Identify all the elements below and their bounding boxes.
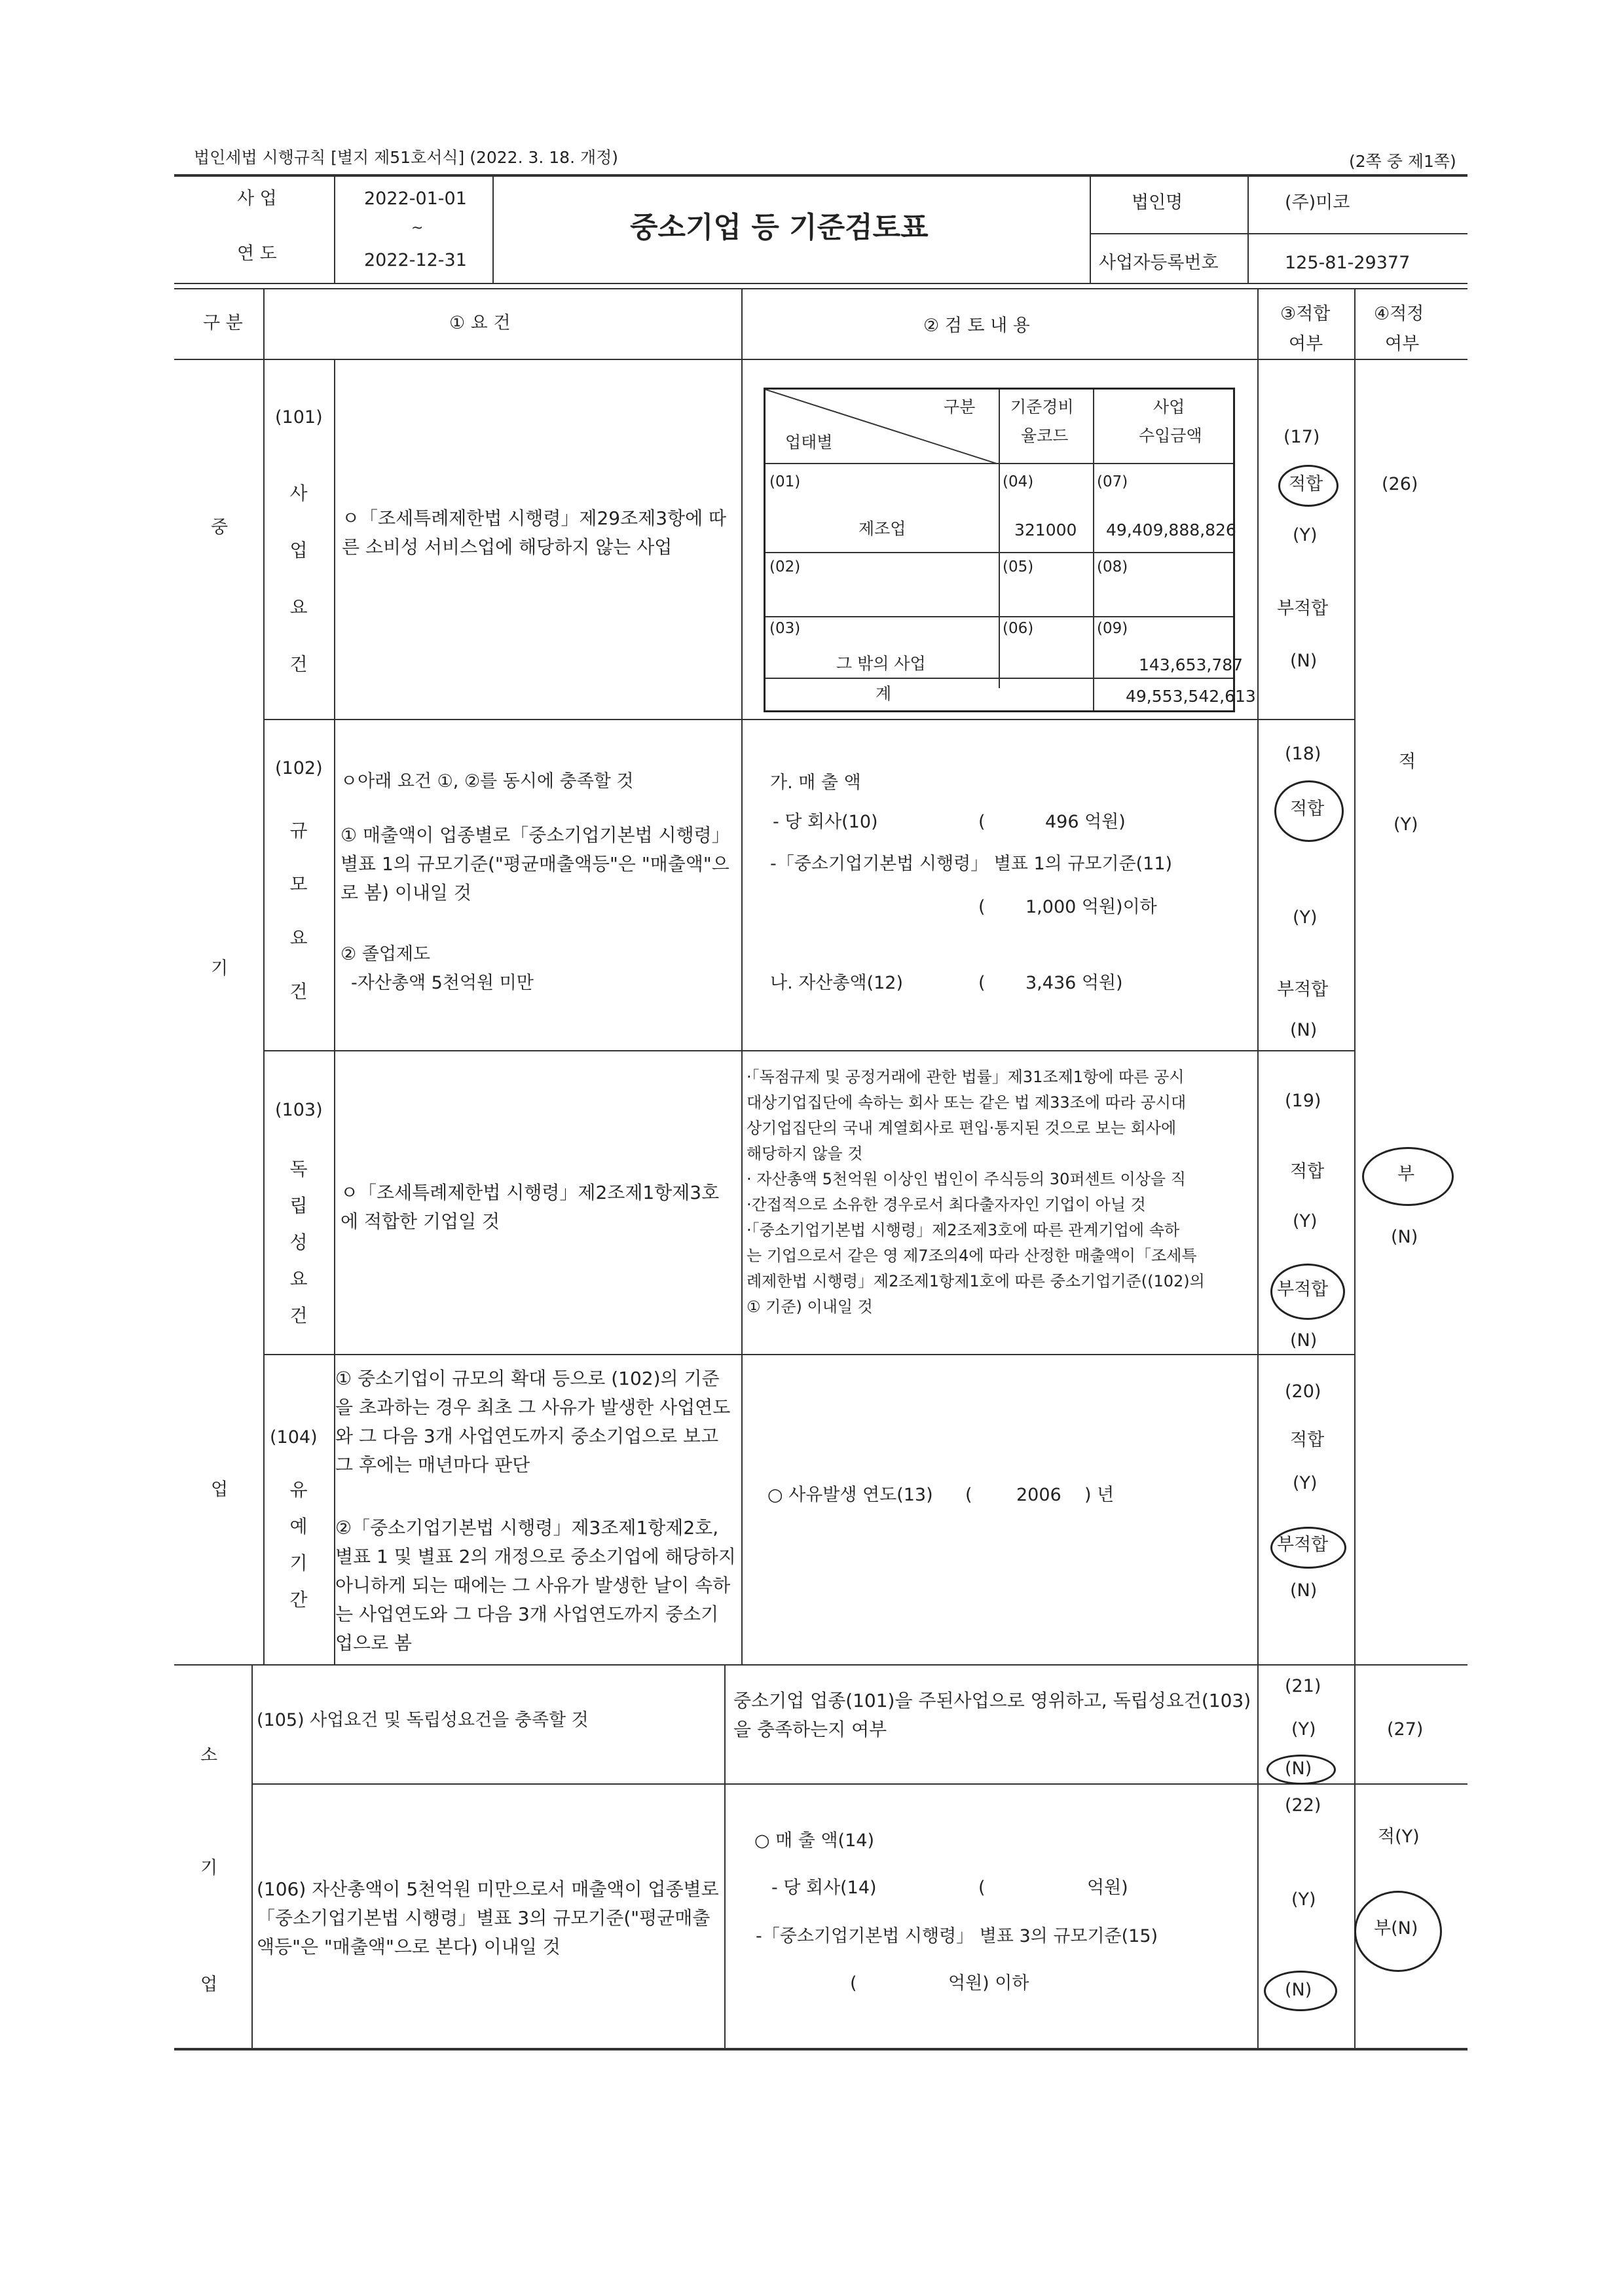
r105-fit-n: (N) [1285, 1758, 1312, 1779]
r101-table-r3-n3: (09) [1097, 620, 1128, 637]
r102-unfit: 부적합 [1277, 979, 1329, 1000]
top-border [174, 174, 1467, 177]
r104-fit-y: (Y) [1293, 1473, 1318, 1493]
r102-fit: 적합 [1290, 799, 1325, 819]
r102-review-b3: 496 억원) [1045, 812, 1126, 832]
r101-table-r3-n2: (06) [1003, 620, 1034, 637]
col-division: 구 분 [203, 313, 243, 333]
r103-review-line: ① 기준) 이내일 것 [747, 1298, 873, 1316]
r102-fit-y: (Y) [1293, 907, 1318, 928]
r101-table-h-div: 구분 [944, 397, 976, 416]
r104-num: (104) [270, 1427, 318, 1448]
r101-table-r1-type: 제조업 [858, 519, 906, 538]
r103-review-line: ·「중소기업기본법 시행령」제2조제3호에 따른 관계기업에 속하 [747, 1221, 1180, 1239]
r103-review-line: ·간접적으로 소유한 경우로서 최다출자자인 기업이 아닐 것 [747, 1195, 1146, 1214]
r101-business-table [764, 388, 1256, 712]
r104-review-d: ) 년 [1084, 1485, 1115, 1505]
r104-fit-n: (N) [1290, 1580, 1318, 1601]
year-label-1: 사 업 [237, 189, 277, 209]
r105-requirement: (105) 사업요건 및 독립성요건을 충족할 것 [257, 1710, 589, 1730]
r102-appropriate-y: (Y) [1393, 814, 1418, 835]
r102-review-b2: ( [978, 812, 986, 832]
corp-name: (주)미코 [1285, 192, 1350, 213]
r101-table-r3-type: 그 밖의 사업 [836, 654, 926, 673]
r103-appropriate: 부 [1397, 1164, 1415, 1184]
r101-table-r1-amount: 49,409,888,826 [1106, 520, 1236, 539]
r102-num: (102) [275, 758, 323, 778]
r104-fit-num: (20) [1285, 1381, 1321, 1402]
r101-table-r2-n2: (05) [1003, 558, 1034, 575]
r102-req-a: ㅇ아래 요건 ①, ②를 동시에 충족할 것 [341, 771, 634, 792]
r101-table-h-amount: 사업 [1153, 397, 1185, 416]
r104-review-c: 2006 [1016, 1485, 1061, 1505]
r104-req-a: ① 중소기업이 규모의 확대 등으로 (102)의 기준을 초과하는 경우 최초 그 사유가 발생한 사업연도와 그 다음 3개 사업연도까지 중소기업으로 보고 그 후에는 매년마다 판단 [335, 1368, 731, 1476]
r106-review-d2: 억원) 이하 [948, 1973, 1029, 1994]
r102-req-d: -자산총액 5천억원 미만 [351, 973, 534, 993]
r104-review-b: ( [965, 1485, 972, 1505]
r103-review-line: 는 기업으로서 같은 영 제7조의4에 따라 산정한 매출액이「조세특 [747, 1247, 1197, 1265]
side-label-sme-3: 업 [211, 1480, 229, 1500]
r106-fit-y: (Y) [1291, 1889, 1316, 1910]
r102-fit-num: (18) [1285, 744, 1321, 764]
r101-fit-n: (N) [1290, 651, 1318, 671]
r106-requirement: (106) 자산총액이 5천억원 미만으로서 매출액이 업종별로「중소기업기본법 시행령」별표 3의 규모기준("평균매출액등"은 "매출액"으로 본다) 이내일 것 [257, 1878, 719, 1958]
r101-num: (101) [275, 407, 323, 428]
r104-review-a: ○ 사유발생 연도(13) [767, 1485, 933, 1505]
r103-fit: 적합 [1290, 1161, 1325, 1182]
col-appropriate: ④적정 [1374, 304, 1424, 324]
r102-req-c: ② 졸업제도 [341, 944, 431, 964]
page-title: 중소기업 등 기준검토표 [630, 211, 929, 244]
r103-review [747, 1065, 1257, 1320]
r106-review-b2: ( [978, 1878, 986, 1898]
year-label-2: 연 도 [237, 244, 277, 264]
r104-fit: 적합 [1290, 1430, 1325, 1450]
corp-name-label: 법인명 [1132, 192, 1183, 213]
r101-table-r1-n3: (07) [1097, 473, 1128, 490]
r106-fit-num: (22) [1285, 1795, 1321, 1815]
r105-appropriate: (27) [1387, 1719, 1424, 1740]
side-label-sme-2: 기 [211, 958, 229, 979]
r103-requirement: ㅇ「조세특례제한법 시행령」제2조제1항제3호에 적합한 기업일 것 [341, 1182, 720, 1232]
r103-fit-num: (19) [1285, 1091, 1321, 1111]
r104-unfit: 부적합 [1277, 1535, 1329, 1555]
r102-req-b: ① 매출액이 업종별로「중소기업기본법 시행령」별표 1의 규모기준("평균매출액등"은 "매출액"으로 봄) 이내일 것 [341, 824, 730, 903]
r105-fit-y: (Y) [1291, 1719, 1316, 1740]
r101-fit-y: (Y) [1293, 525, 1318, 545]
header-bottom-border [174, 283, 1467, 284]
r103-num: (103) [275, 1100, 323, 1120]
page-indicator: (2쪽 중 제1쪽) [1349, 152, 1456, 171]
r102-label: 규 모 요 건 [289, 820, 308, 1002]
biz-no: 125-81-29377 [1285, 253, 1411, 273]
r101-table-h-amount-2: 수입금액 [1139, 426, 1202, 445]
r101-requirement: ㅇ「조세특례제한법 시행령」제29조제3항에 따른 소비성 서비스업에 해당하지 않는 사업 [342, 507, 727, 558]
r102-review-b1: - 당 회사(10) [773, 812, 878, 832]
r103-appropriate-n: (N) [1391, 1227, 1418, 1247]
r103-unfit: 부적합 [1277, 1279, 1329, 1300]
r103-review-line: · 자산총액 5천억원 이상인 법인이 주식등의 30퍼센트 이상을 직 [747, 1170, 1186, 1188]
r102-fit-n: (N) [1290, 1020, 1318, 1040]
biz-no-label: 사업자등록번호 [1099, 253, 1219, 273]
r101-table-r1-n2: (04) [1003, 473, 1034, 490]
r101-appropriate: (26) [1382, 474, 1418, 494]
r106-appropriate: 적(Y) [1378, 1827, 1420, 1847]
r101-table-r2-n3: (08) [1097, 558, 1128, 575]
r101-table-r1-code: 321000 [1014, 520, 1077, 539]
col-review: ② 검 토 내 용 [923, 316, 1030, 336]
r106-fit-n: (N) [1285, 1980, 1312, 2000]
r102-review-e3: 3,436 억원) [1025, 973, 1123, 993]
r103-review-line: ·「독점규제 및 공정거래에 관한 법률」제31조제1항에 따른 공시 [747, 1068, 1185, 1086]
col-fit-sub: 여부 [1289, 334, 1323, 354]
r102-appropriate: 적 [1399, 752, 1416, 772]
r101-fit: 적합 [1289, 474, 1323, 494]
r101-label: 사 업 요 건 [289, 483, 308, 675]
r103-review-line: 대상기업집단에 속하는 회사 또는 같은 법 제33조에 따라 공시대 [747, 1093, 1187, 1112]
side-label-small-1: 소 [200, 1745, 218, 1766]
r103-fit-y: (Y) [1293, 1211, 1318, 1231]
r102-review-d2: 1,000 억원)이하 [1025, 897, 1157, 917]
r106-review-b1: - 당 회사(14) [771, 1878, 877, 1898]
r103-label: 독 립 성 요 건 [289, 1158, 308, 1326]
side-label-sme-1: 중 [211, 517, 229, 538]
col-requirement: ① 요 건 [449, 313, 511, 333]
r101-table-r1-n1: (01) [769, 473, 801, 490]
r104-label: 유 예 기 간 [289, 1479, 308, 1611]
r102-review-a: 가. 매 출 액 [770, 773, 861, 793]
col-fit: ③적합 [1280, 304, 1331, 324]
r105-review: 중소기업 업종(101)을 주된사업으로 영위하고, 독립성요건(103)을 충족하는지 여부 [733, 1690, 1251, 1740]
r104-req-b: ②「중소기업기본법 시행령」제3조제1항제2호, 별표 1 및 별표 2의 개정으로 중소기업에 해당하지 아니하게 되는 때에는 그 사유가 발생한 날이 속하는 사업연도와 그 다음 3개 사업연도까지 중소기업으로 봄 [335, 1517, 736, 1654]
header-bottom-border-2 [174, 288, 1467, 289]
r106-appropriate-n: 부(N) [1374, 1918, 1418, 1939]
r106-review-c: -「중소기업기본법 시행령」 별표 3의 규모기준(15) [756, 1926, 1158, 1946]
r106-review-d1: ( [850, 1973, 857, 1994]
period-tilde: ~ [411, 220, 424, 236]
period-start: 2022-01-01 [364, 189, 467, 209]
r101-table-total-amount: 49,553,542,613 [1126, 687, 1256, 706]
side-label-small-2: 기 [200, 1858, 218, 1878]
r101-table-r2-n1: (02) [769, 558, 801, 575]
r106-review-b3: 억원) [1087, 1878, 1128, 1898]
col-appropriate-sub: 여부 [1385, 334, 1420, 354]
r102-review-d1: ( [978, 897, 986, 917]
r101-fit-num: (17) [1283, 427, 1320, 447]
r103-fit-n: (N) [1290, 1330, 1318, 1351]
side-label-small-3: 업 [200, 1975, 218, 1995]
r101-table-h-code-2: 율코드 [1021, 426, 1069, 445]
r101-table-h-code: 기준경비 [1010, 397, 1074, 416]
r102-review-e1: 나. 자산총액(12) [770, 973, 903, 993]
r101-unfit: 부적합 [1277, 598, 1329, 619]
r101-table-h-type: 업태별 [785, 433, 833, 452]
r103-review-line: 해당하지 않을 것 [747, 1144, 863, 1163]
r103-review-line: 상기업집단의 국내 계열회사로 편입·통지된 것으로 보는 회사에 [747, 1119, 1177, 1137]
r102-review-c: -「중소기업기본법 시행령」 별표 1의 규모기준(11) [770, 854, 1173, 874]
r106-review-a: ○ 매 출 액(14) [754, 1831, 874, 1851]
period-end: 2022-12-31 [364, 250, 467, 270]
form-reference: 법인세법 시행규칙 [별지 제51호서식] (2022. 3. 18. 개정) [194, 148, 619, 167]
r101-table-r3-amount: 143,653,787 [1139, 655, 1244, 674]
r105-fit-num: (21) [1285, 1676, 1321, 1696]
r103-review-line: 례제한법 시행령」제2조제1항제1호에 따른 중소기업기준((102)의 [747, 1272, 1205, 1290]
r102-review-e2: ( [978, 973, 986, 993]
r101-table-r3-n1: (03) [769, 620, 801, 637]
r101-table-total-label: 계 [876, 684, 892, 703]
